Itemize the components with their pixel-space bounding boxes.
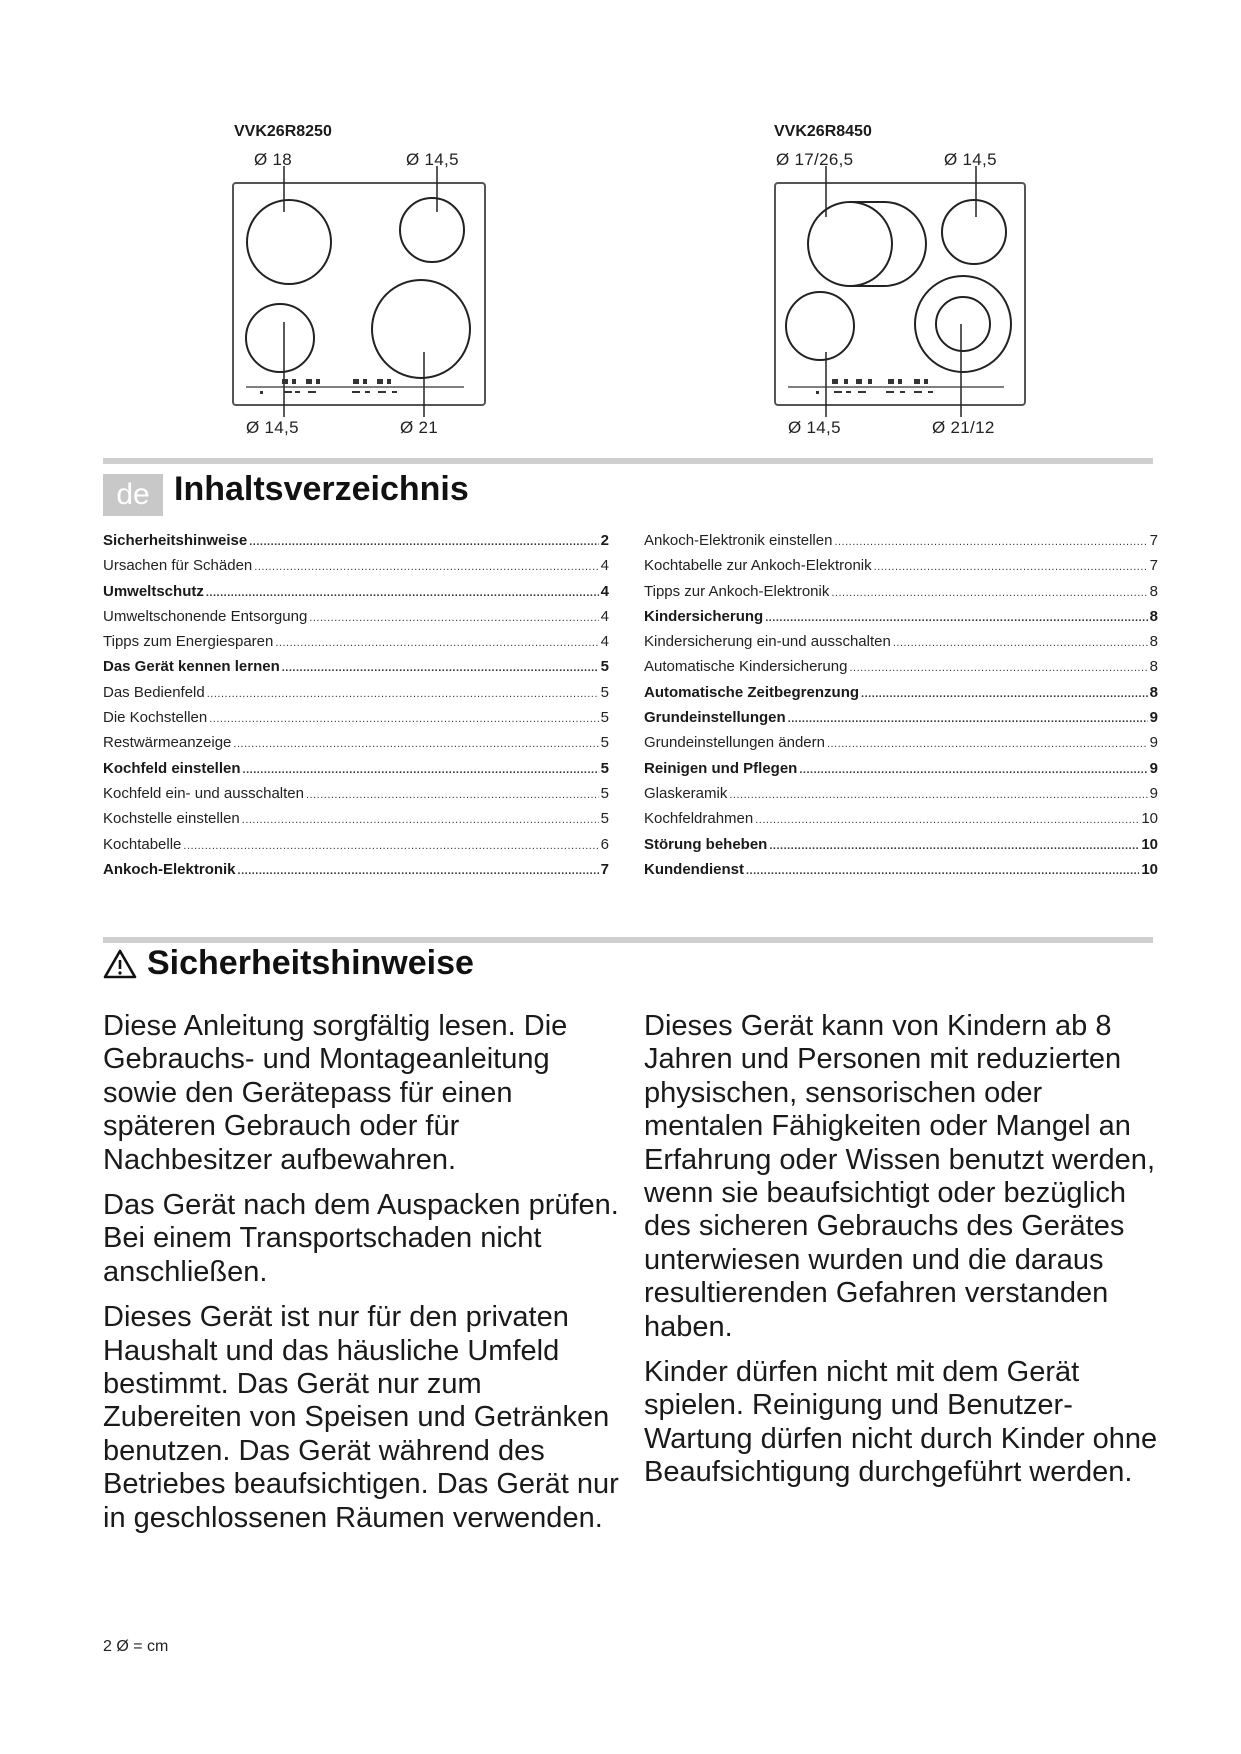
toc-dot-leader [861, 684, 1148, 701]
diameter-label-top-right: Ø 14,5 [406, 150, 459, 169]
toc-entry-page: 10 [1141, 860, 1158, 878]
section-rule [103, 458, 1153, 464]
toc-entry-label: Tipps zur Ankoch-Elektronik [644, 582, 830, 600]
diameter-label-bottom-right: Ø 21/12 [932, 418, 995, 437]
toc-entry-label: Grundeinstellungen [644, 709, 786, 727]
hob-drawing [774, 182, 1026, 410]
toc-entry-page: 8 [1149, 683, 1158, 701]
toc-entry-label: Sicherheitshinweise [103, 532, 248, 549]
toc-entry-page: 8 [1149, 658, 1158, 676]
toc-entry-label: Tipps zum Energiesparen [103, 633, 274, 651]
toc-entry-label: Kochtabelle zur Ankoch-Elektronik [644, 557, 872, 575]
toc-dot-leader [206, 583, 599, 600]
toc-entry-page: 9 [1149, 709, 1158, 727]
toc-entry-page: 6 [600, 835, 609, 853]
toc-entry[interactable] [103, 583, 609, 608]
toc-entry-label: Restwärmeanzeige [103, 734, 232, 752]
toc-entry-label: Automatische Zeitbegrenzung [644, 683, 860, 701]
toc-entry-label: Reinigen und Pflegen [644, 759, 798, 777]
toc-entry[interactable] [644, 861, 1158, 886]
toc-entry-label: Ursachen für Schäden [103, 557, 253, 575]
toc-entry-page: 9 [1149, 734, 1158, 752]
toc-entry[interactable] [103, 557, 609, 582]
toc-dot-leader [233, 734, 598, 751]
toc-entry[interactable] [103, 532, 609, 557]
section-rule [103, 937, 1153, 943]
diameter-label-top-left: Ø 18 [254, 150, 293, 169]
safety-heading [103, 944, 474, 983]
safety-title: Sicherheitshinweise [147, 944, 474, 982]
toc-entry[interactable] [103, 785, 609, 810]
toc-entry[interactable] [644, 709, 1158, 734]
toc-entry-page: 5 [600, 658, 609, 676]
safety-paragraph: Das Gerät nach dem Auspacken prüfen. Bei einem Transportschaden nicht anschließen. [103, 1189, 619, 1288]
toc-entry-page: 5 [600, 810, 609, 828]
toc-title: Inhaltsverzeichnis [174, 470, 469, 508]
safety-paragraph: Dieses Gerät kann von Kindern ab 8 Jahren und Personen mit reduzierten physischen, sensorischen oder mentalen Fähigkeiten oder Mangel an Erfahrung oder Wissen benutzt werden, wenn sie beaufsichtigt oder bezüglich des sicheren Gebrauchs des Gerätes unterwiesen wurden und die daraus resultierenden Gefahren verstanden haben. [644, 1010, 1155, 1343]
cooking-zone [808, 202, 892, 286]
toc-dot-leader [874, 557, 1148, 574]
toc-entry-label: Glaskeramik [644, 784, 728, 802]
diameter-label-bottom-left: Ø 14,5 [788, 418, 841, 437]
toc-dot-leader [746, 861, 1139, 878]
toc-dot-leader [275, 633, 598, 650]
diameter-label-top-left: Ø 17/26,5 [776, 150, 854, 169]
toc-dot-leader [306, 785, 599, 802]
diameter-label-bottom-right: Ø 21 [400, 418, 439, 437]
toc-entry-label: Das Gerät kennen lernen [103, 658, 280, 676]
toc-entry[interactable] [644, 760, 1158, 785]
safety-paragraph: Diese Anleitung sorgfältig lesen. Die Gebrauchs- und Montageanleitung sowie den Gerätepass für einen späteren Gebrauch oder für Nachbesitzer aufbewahren. [103, 1010, 568, 1176]
toc-entry-page: 8 [1149, 633, 1158, 651]
model-label: VVK26R8450 [774, 123, 872, 140]
toc-entry[interactable] [644, 658, 1158, 683]
hob-frame [775, 183, 1025, 405]
toc-entry-label: Die Kochstellen [103, 709, 208, 727]
toc-entry-page: 8 [1149, 607, 1158, 625]
toc-dot-leader [799, 760, 1147, 777]
toc-entry-page: 5 [600, 784, 609, 802]
toc-dot-leader [209, 709, 598, 726]
language-badge: de [103, 474, 163, 516]
toc-dot-leader [309, 608, 598, 625]
toc-entry[interactable] [103, 658, 609, 683]
toc-entry-label: Kochfeldrahmen [644, 810, 754, 828]
toc-left-column [103, 532, 609, 886]
toc-dot-leader [765, 608, 1147, 625]
toc-entry-label: Ankoch-Elektronik [103, 860, 236, 878]
safety-paragraph: Dieses Gerät ist nur für den privaten Haushalt und das häusliche Umfeld bestimmt. Das Gerät nur zum Zubereiten von Speisen und Getränken benutzen. Das Gerät während des Betriebes beaufsichtigen. Das Gerät nur in geschlossenen Räumen verwenden. [103, 1301, 619, 1534]
toc-entry[interactable] [103, 684, 609, 709]
toc-dot-leader [849, 658, 1147, 675]
toc-entry[interactable] [103, 760, 609, 785]
toc-dot-leader [769, 836, 1139, 853]
toc-entry-page: 5 [600, 734, 609, 752]
toc-entry-page: 4 [600, 607, 609, 625]
toc-dot-leader [729, 785, 1147, 802]
toc-entry[interactable] [103, 633, 609, 658]
toc-entry-label: Grundeinstellungen ändern [644, 734, 825, 752]
toc-entry-page: 9 [1149, 784, 1158, 802]
toc-entry[interactable] [103, 709, 609, 734]
toc-entry[interactable] [103, 836, 609, 861]
toc-entry-page: 4 [600, 557, 609, 575]
toc-entry-page: 8 [1149, 582, 1158, 600]
toc-entry-page: 10 [1141, 810, 1158, 828]
model-label: VVK26R8250 [234, 123, 332, 140]
toc-dot-leader [834, 532, 1147, 549]
hob-drawing [232, 182, 486, 410]
toc-entry[interactable] [644, 633, 1158, 658]
toc-entry[interactable] [644, 810, 1158, 835]
toc-entry[interactable] [644, 684, 1158, 709]
toc-entry-label: Umweltschutz [103, 582, 204, 600]
toc-entry-label: Umweltschonende Entsorgung [103, 607, 308, 625]
toc-entry[interactable] [644, 608, 1158, 633]
toc-entry-label: Kochfeld ein- und ausschalten [103, 784, 304, 802]
toc-entry-page: 9 [1149, 759, 1158, 777]
toc-entry-label: Kochtabelle [103, 835, 182, 853]
diameter-label-bottom-left: Ø 14,5 [246, 418, 299, 437]
safety-paragraph: Kinder dürfen nicht mit dem Gerät spielen. Reinigung und BenutzerWartung dürfen nicht durch Kinder ohne Beaufsichtigung durchgeführt werden. [644, 1356, 1158, 1489]
toc-dot-leader [788, 709, 1148, 726]
toc-dot-leader [831, 583, 1147, 600]
toc-entry-label: Kochfeld einstellen [103, 759, 241, 777]
toc-entry[interactable] [103, 734, 609, 759]
toc-dot-leader [755, 810, 1139, 827]
toc-right-column [644, 532, 1158, 886]
toc-entry-label: Kindersicherung [644, 607, 764, 625]
toc-entry-page: 5 [600, 759, 609, 777]
toc-entry-page: 2 [600, 532, 609, 549]
toc-entry[interactable] [644, 785, 1158, 810]
toc-entry[interactable] [644, 583, 1158, 608]
toc-entry-page: 4 [600, 582, 609, 600]
toc-entry-label: Das Bedienfeld [103, 683, 205, 701]
safety-right-column [644, 1010, 1164, 1502]
toc-entry[interactable] [103, 861, 609, 886]
toc-dot-leader [893, 633, 1148, 650]
toc-entry-label: Kundendienst [644, 860, 744, 878]
toc-entry-label: Kochstelle einstellen [103, 810, 240, 828]
toc-entry-page: 7 [1149, 557, 1158, 575]
toc-dot-leader [827, 734, 1148, 751]
toc-entry[interactable] [644, 557, 1158, 582]
toc-entry-page: 5 [600, 683, 609, 701]
footer-note: Ø = cm [116, 1638, 169, 1655]
toc-entry-page: 10 [1141, 835, 1158, 853]
toc-dot-leader [254, 557, 598, 574]
safety-left-column [103, 1010, 623, 1547]
toc-entry-page: 5 [600, 709, 609, 727]
toc-entry[interactable] [644, 532, 1158, 557]
toc-entry-label: Kindersicherung ein-und ausschalten [644, 633, 891, 651]
toc-entry-label: Störung beheben [644, 835, 768, 853]
toc-dot-leader [282, 658, 599, 675]
toc-entry-page: 4 [600, 633, 609, 651]
toc-dot-leader [183, 836, 598, 853]
toc-entry[interactable] [644, 836, 1158, 861]
toc-dot-leader [243, 760, 599, 777]
page-footer [103, 1638, 168, 1656]
toc-entry[interactable] [103, 608, 609, 633]
toc-entry[interactable] [644, 734, 1158, 759]
toc-dot-leader [207, 684, 599, 701]
warning-triangle-icon [103, 949, 137, 979]
toc-entry-page: 7 [1149, 532, 1158, 549]
toc-dot-leader [238, 861, 599, 878]
toc-entry-label: Automatische Kindersicherung [644, 658, 848, 676]
toc-dot-leader [249, 532, 598, 549]
toc-entry-label: Ankoch-Elektronik einstellen [644, 532, 833, 549]
page-number: 2 [103, 1638, 112, 1655]
diameter-label-top-right: Ø 14,5 [944, 150, 997, 169]
toc-dot-leader [242, 810, 599, 827]
toc-entry[interactable] [103, 810, 609, 835]
toc-entry-page: 7 [600, 860, 609, 878]
